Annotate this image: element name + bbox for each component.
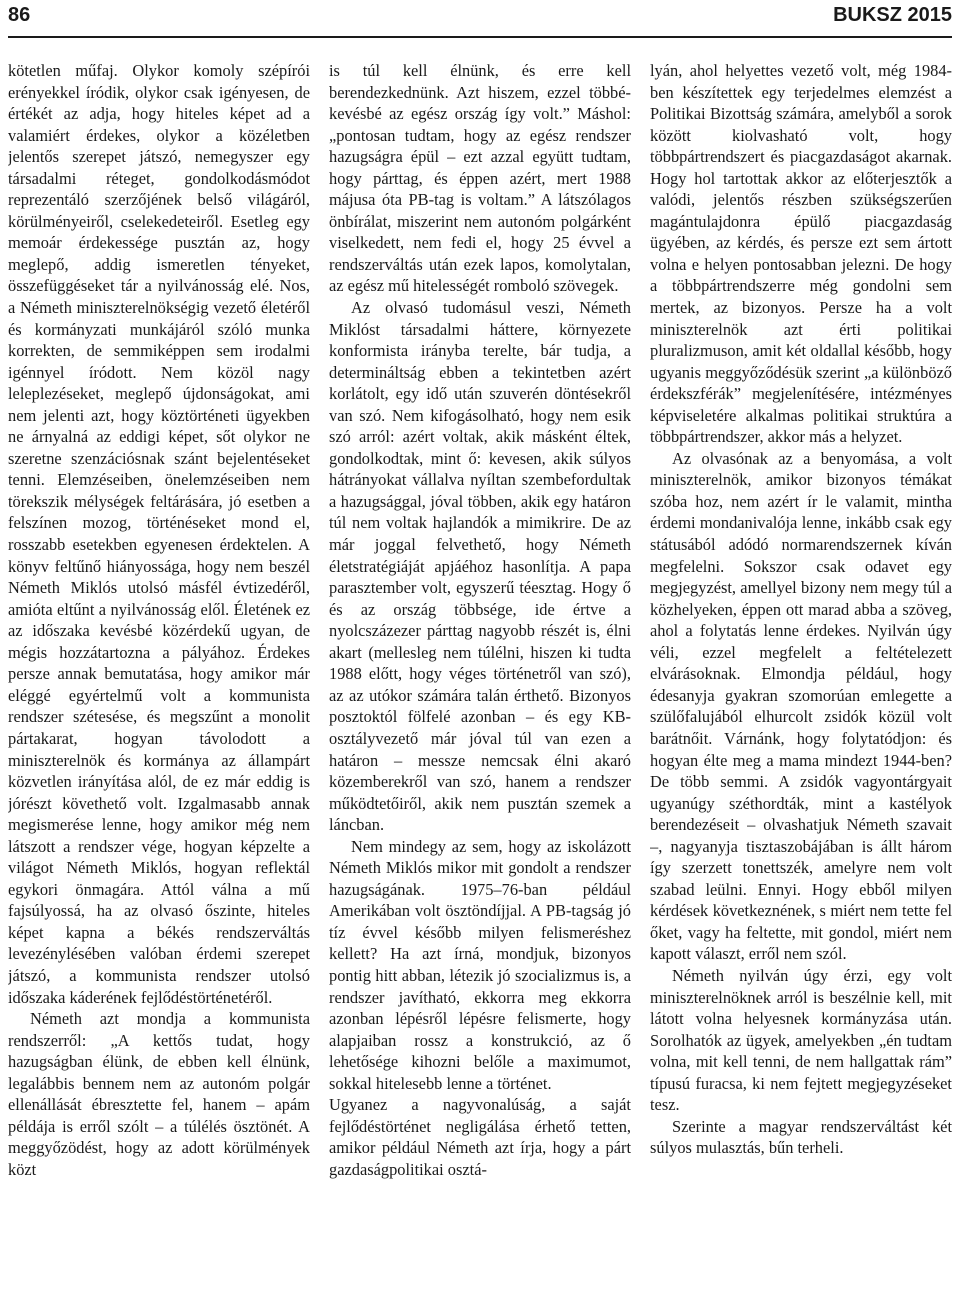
paragraph: Az olvasó tudomásul veszi, Németh Miklóst társadalmi háttere, környezete konformista irányba terelte, bár tudja, a determináltság ebben a tekintetben azért korlátolt, egy idő után szuverén döntésekről van szó. Nem kifogásolható, hogy nem esik szó arról: azért voltak, akik másként éltek, gondolkodtak, mint ő: kevesen, akik súlyos hátrányokat vállalva nyíltan szembefordultak a hazugsággal, jóval többen, akik egy határon túl nem voltak hajlandók a mimikrire. De az már joggal felvethető, hogy Németh életstratégiáját apjáéhoz hasonlítja. A papa parasztember volt, egyszerű téesztag. Hogy ő és az ország többsége, ide értve a nyolcszázezer párttag nagyobb részét is, élni akart (mellesleg nem túlélni, hiszen ki tudta 1988 előtt, hogy véges történetről van szó), az az utókor számára talán érthető. Bizonyos posztoktól fölfelé azonban – és egy KB-osztályvezető már jóval túl van ezen a határon – messze nemcsak élni akaró közemberekről van szó, hanem a rendszer működtetőiről, akik nem pusztán szemek a láncban. — [329, 298, 631, 835]
header-rule — [8, 36, 952, 38]
text-columns — [8, 60, 952, 1290]
paragraph: Németh azt mondja a kommunista rendszerről: „A kettős tudat, hogy hazugságban élünk, de ebben kell élnünk, legalábbis bennem nem az autonóm polgár ellenállását ébresztette fel, hanem – apám példája is erről szólt – a túlélés ösztönét. A meggyőzödést, hogy az adott körülmények közt — [8, 1009, 310, 1179]
paragraph: lyán, ahol helyettes vezető volt, még 1984-ben készítettek egy terjedelmes elemzést a Politikai Bizottság számára, amelyből a sorok között kiolvasható volt, hogy többpártrendszert és piacgazdaságot akarnak. Hogy hol tartottak akkor az előterjesztők a valódi, jelentős részben szükségszerűen magántulajdonra épülő piacgazdaság ügyében, az kérdés, és persze ezt sem ártott volna e helyen pontosabban jelezni. De hogy a többpártrendszerre még gondolni sem mertek, az bizonyos. Persze ha a volt miniszterelnök azt érti politikai pluralizmuson, amit két oldallal később, hogy ugyanis meggyőződésük szerint „a különböző érdekszférák” megjelenítésére, intézményes képviseletére alkalmas politikai struktúra a többpártrendszer, akkor más a helyzet. — [650, 61, 952, 447]
column-2 — [329, 60, 631, 1290]
paragraph: kötetlen műfaj. Olykor komoly szépírói erényekkel íródik, olykor csak igényesen, de értékét az adja, hogy hiteles képet ad a valamiért érdekes, olykor a közéletben jelentős szerepet játszó, nemegyszer egy társadalmi réteget, gondolkodásmódot reprezentáló szerzőjének belső világáról, körülményeiről, cselekedeteiről. Esetleg egy memoár érdekessége pusztán az, hogy meglepő, addig ismeretlen tényeket, összefüggéseket tár a nyilvánosság elé. Nos, a Németh miniszterelnökségig vezető életéről és kormányzati munkájáról szóló munka korrekten, de semmiképpen sem irodalmi igénnyel íródott. Nem közöl nagy leleplezéseket, meglepő újdonságokat, ami nem jelenti azt, hogy köztörténeti ügyekben ne árnyalná az eddigi képet, sőt olykor ne szeretne szenzációsnak szánt bejelentéseket tenni. Elemzéseiben, önelemzéseiben nem törekszik mélységek feltárására, jó esetben a felszínen mozog, történéseket mond el, rosszabb esetekben egyenesen érdektelen. A könyv feltűnő hiányossága, hogy nem beszél Németh Miklós utolsó másfél évtizedéről, amióta eltűnt a nyilvánosság elől. Életének ez az időszaka kevésbé közérdekű ugyan, de mégis hozzátartozna a pályához. Érdekes persze annak bemutatása, hogy amikor már eléggé egyértelmű volt a kommunista rendszer szétesése, és megszűnt a monolit pártakarat, hogyan távolodott a miniszterelnök és kormánya az állampárt közvetlen irányítása alól, de ez már eddig is jórészt követhető volt. Izgalmasabb annak megismerése lenne, hogy amikor még nem látszott a rendszer vége, hogyan képzelte a világot Németh Miklós, hogyan reflektál egykori önmagára. Attól válna a mű fajsúlyossá, ha az olvasó őszinte, hiteles képet kapna a békés rendszerváltás levezénylésében valóban érdemi szerepet játszó, a kommunista rendszer utolsó időszaka káderének fejlődéstörténetéről. — [8, 61, 310, 1007]
journal-title: BUKSZ 2015 — [833, 4, 952, 26]
paragraph: Ugyanez a nagyvonalúság, a saját fejlődéstörténet negligálása érhető tetten, amikor például Németh azt írja, hogy a párt gazdaságpolitikai osztá- — [329, 1095, 631, 1179]
paragraph: Németh nyilván úgy érzi, egy volt miniszterelnöknek arról is beszélnie kell, mit látott volna helyesnek kormányzása után. Sorolhatók az ügyek, amelyekben „én tudtam volna, mit kell tenni, de nem hallgattak rám” típusú furacsa, ki nem fejtett megjegyzéseket tesz. — [650, 965, 952, 1115]
page-number: 86 — [8, 4, 31, 26]
paragraph: is túl kell élnünk, és erre kell berendezkednünk. Azt hiszem, ezzel többé-kevésbé az egész ország így volt.” Máshol: „pontosan tudtam, hogy az egész rendszer hazugságra épül – ezt azzal együtt tudtam, hogy párttag, és éppen azért, mert 1988 májusa óta PB-tag is voltam.” A látszólagos önbírálat, miszerint nem autonóm polgárként viselkedett, nem fedi el, hogy 25 évvel a rendszerváltás után ezek lapos, komolytalan, az egész mű hitelességét romboló szövegek. — [329, 61, 631, 296]
column-3 — [650, 60, 952, 1290]
paragraph: Szerinte a magyar rendszerváltást két súlyos mulasztás, bűn terheli. — [650, 1116, 952, 1158]
paragraph: Nem mindegy az sem, hogy az iskolázott Németh Miklós mikor mit gondolt a rendszer hazugságának. 1975–76-ban például Amerikában volt ösztöndíjjal. A PB-tagság jó tíz évvel később milyen felismeréshez kellett? Ha azt írná, mondjuk, bizonyos pontig hitt abban, létezik jó szocializmus is, a rendszer javítható, ekkorra meg ekkorra azonban lépésről lépésre felismerte, hogy alapjaiban rossz a konstrukció, az ő lehetősége kihozni belőle a maximumot, sokkal hitelesebb lenne a történet. — [329, 836, 631, 1093]
paragraph: Az olvasónak az a benyomása, a volt miniszterelnök, amikor bizonyos témákat szóba hoz, nem azért ír le valamit, mintha érdemi mondanivalója lenne, inkább csak egy státusából adódó normarendszernek kíván megfelelni. Sokszor csak odavet egy megjegyzést, amellyel bizony nem megy túl a közhelyeken, éppen ott marad abba a szöveg, ahol a folytatás lenne érdekes. Nyilván úgy véli, ezzel megfelelt a feltételezett elvárásoknak. Elmondja például, hogy édesanyja gyakran szomorúan emlegette a szülőfalujából elhurcolt zsidók közül volt barátnőit. Várnánk, hogy folytatódjon: és hogyan élte meg a mama mindezt 1944-ben? De több semmi. A zsidók vagyontárgyait ugyanúgy széthordták, mint a kastélyok berendezéseit – olvashatjuk Németh szavait –, nagyanyja tisztaszobájában is állt három így szerzett tonettszék, amelyre nem volt szabad leülni. Ennyi. Hogy ebből milyen kérdések következnének, s miért nem tette fel őket, vagy ha feltette, mit gondol, miért nem kapott választ, erről nem szól. — [650, 448, 952, 964]
column-1 — [8, 60, 310, 1290]
page-header — [0, 0, 960, 44]
